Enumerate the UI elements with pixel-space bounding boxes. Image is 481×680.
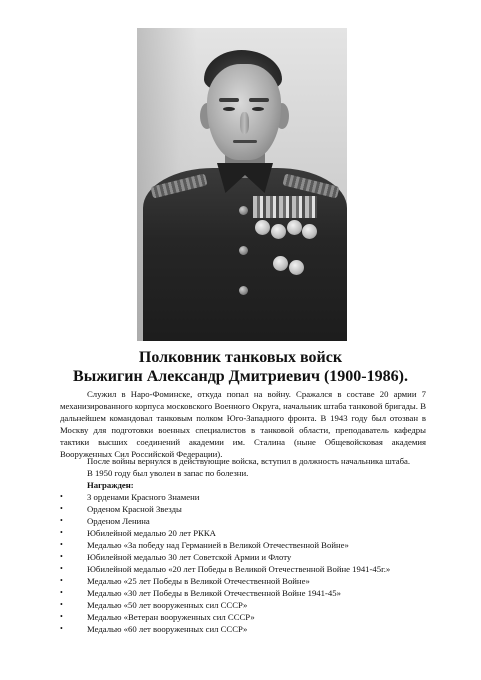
biography-paragraph: Служил в Наро-Фоминске, откуда попал на войну. Сражался в составе 20 армии 7 механизированного корпуса московского Военного Округа, начальник штаба танковой бригады. В дальнейшем командовал танковым полком Юго-Западного фронта. В 1943 году был отозван в Москву для подготовки военных специалистов в танковой области, преподаватель кафедры тактики высших соединений академии им. Сталина (ныне Общевойсковая академия Вооруженных Сил Российской Федерации). xyxy=(60,389,426,460)
bullet-icon: • xyxy=(60,588,63,597)
bullet-icon: • xyxy=(60,564,63,573)
bullet-icon: • xyxy=(60,600,63,609)
medal-ribbons xyxy=(253,196,317,218)
bullet-icon: • xyxy=(60,612,63,621)
document-page: Полковник танковых войск Выжигин Александр Дмитриевич (1900-1986). Служил в Наро-Фоминске, откуда попал на войну. Сражался в составе 20 армии 7 механизированного корпуса московского Военного Округа, начальник штаба танковой бригады. В дальнейшем командовал танковым полком Юго-Западного фронта. В 1943 году был отозван в Москву для подготовки военных специалистов в танковой области, преподаватель кафедры тактики высших соединений академии им. Сталина (ныне Общевойсковая академия Вооруженных Сил Российской Федерации). После войны вернулся в действующие войска, вступил в должность начальника штаба. В 1950 году был уволен в запас по болезни. Награжден: • 3 орденами Красного Знамени • Орденом Красной Звезды • Орденом Ленина • Юбилейной медалью 20 лет РККА • Медалью «За победу над Германией в Великой Отечественной Войне» • Юбилейной медалью 30 лет Советской Армии и Флоту • Юбилейной медалью «20 лет Победы в Великой Отечественной Войне 1941-45г.» • Медалью «25 лет Победы в Великой Отечественной Войне» • Медалью «30 лет Победы в Великой Отечественной Войне 1941-45» • Медалью «50 лет вооруженных сил СССР» • Медалью «Ветеран вооруженных сил СССР» • Медалью «60 лет вооруженных сил СССР» xyxy=(0,0,481,680)
rank-title: Полковник танковых войск xyxy=(138,349,343,366)
person-name-title: Выжигин Александр Дмитриевич (1900-1986). xyxy=(73,368,408,385)
bullet-icon: • xyxy=(60,624,63,633)
bullet-icon: • xyxy=(60,492,63,501)
bullet-icon: • xyxy=(60,552,63,561)
bullet-icon: • xyxy=(60,516,63,525)
bullet-icon: • xyxy=(60,504,63,513)
bullet-icon: • xyxy=(60,540,63,549)
bullet-icon: • xyxy=(60,528,63,537)
discharge-text: В 1950 году был уволен в запас по болезни. xyxy=(87,468,249,478)
bullet-icon: • xyxy=(60,576,63,585)
portrait-photo xyxy=(137,28,347,341)
after-war-text: После войны вернулся в действующие войска, вступил в должность начальника штаба. xyxy=(87,456,411,466)
awards-heading: Награжден: xyxy=(87,480,134,490)
